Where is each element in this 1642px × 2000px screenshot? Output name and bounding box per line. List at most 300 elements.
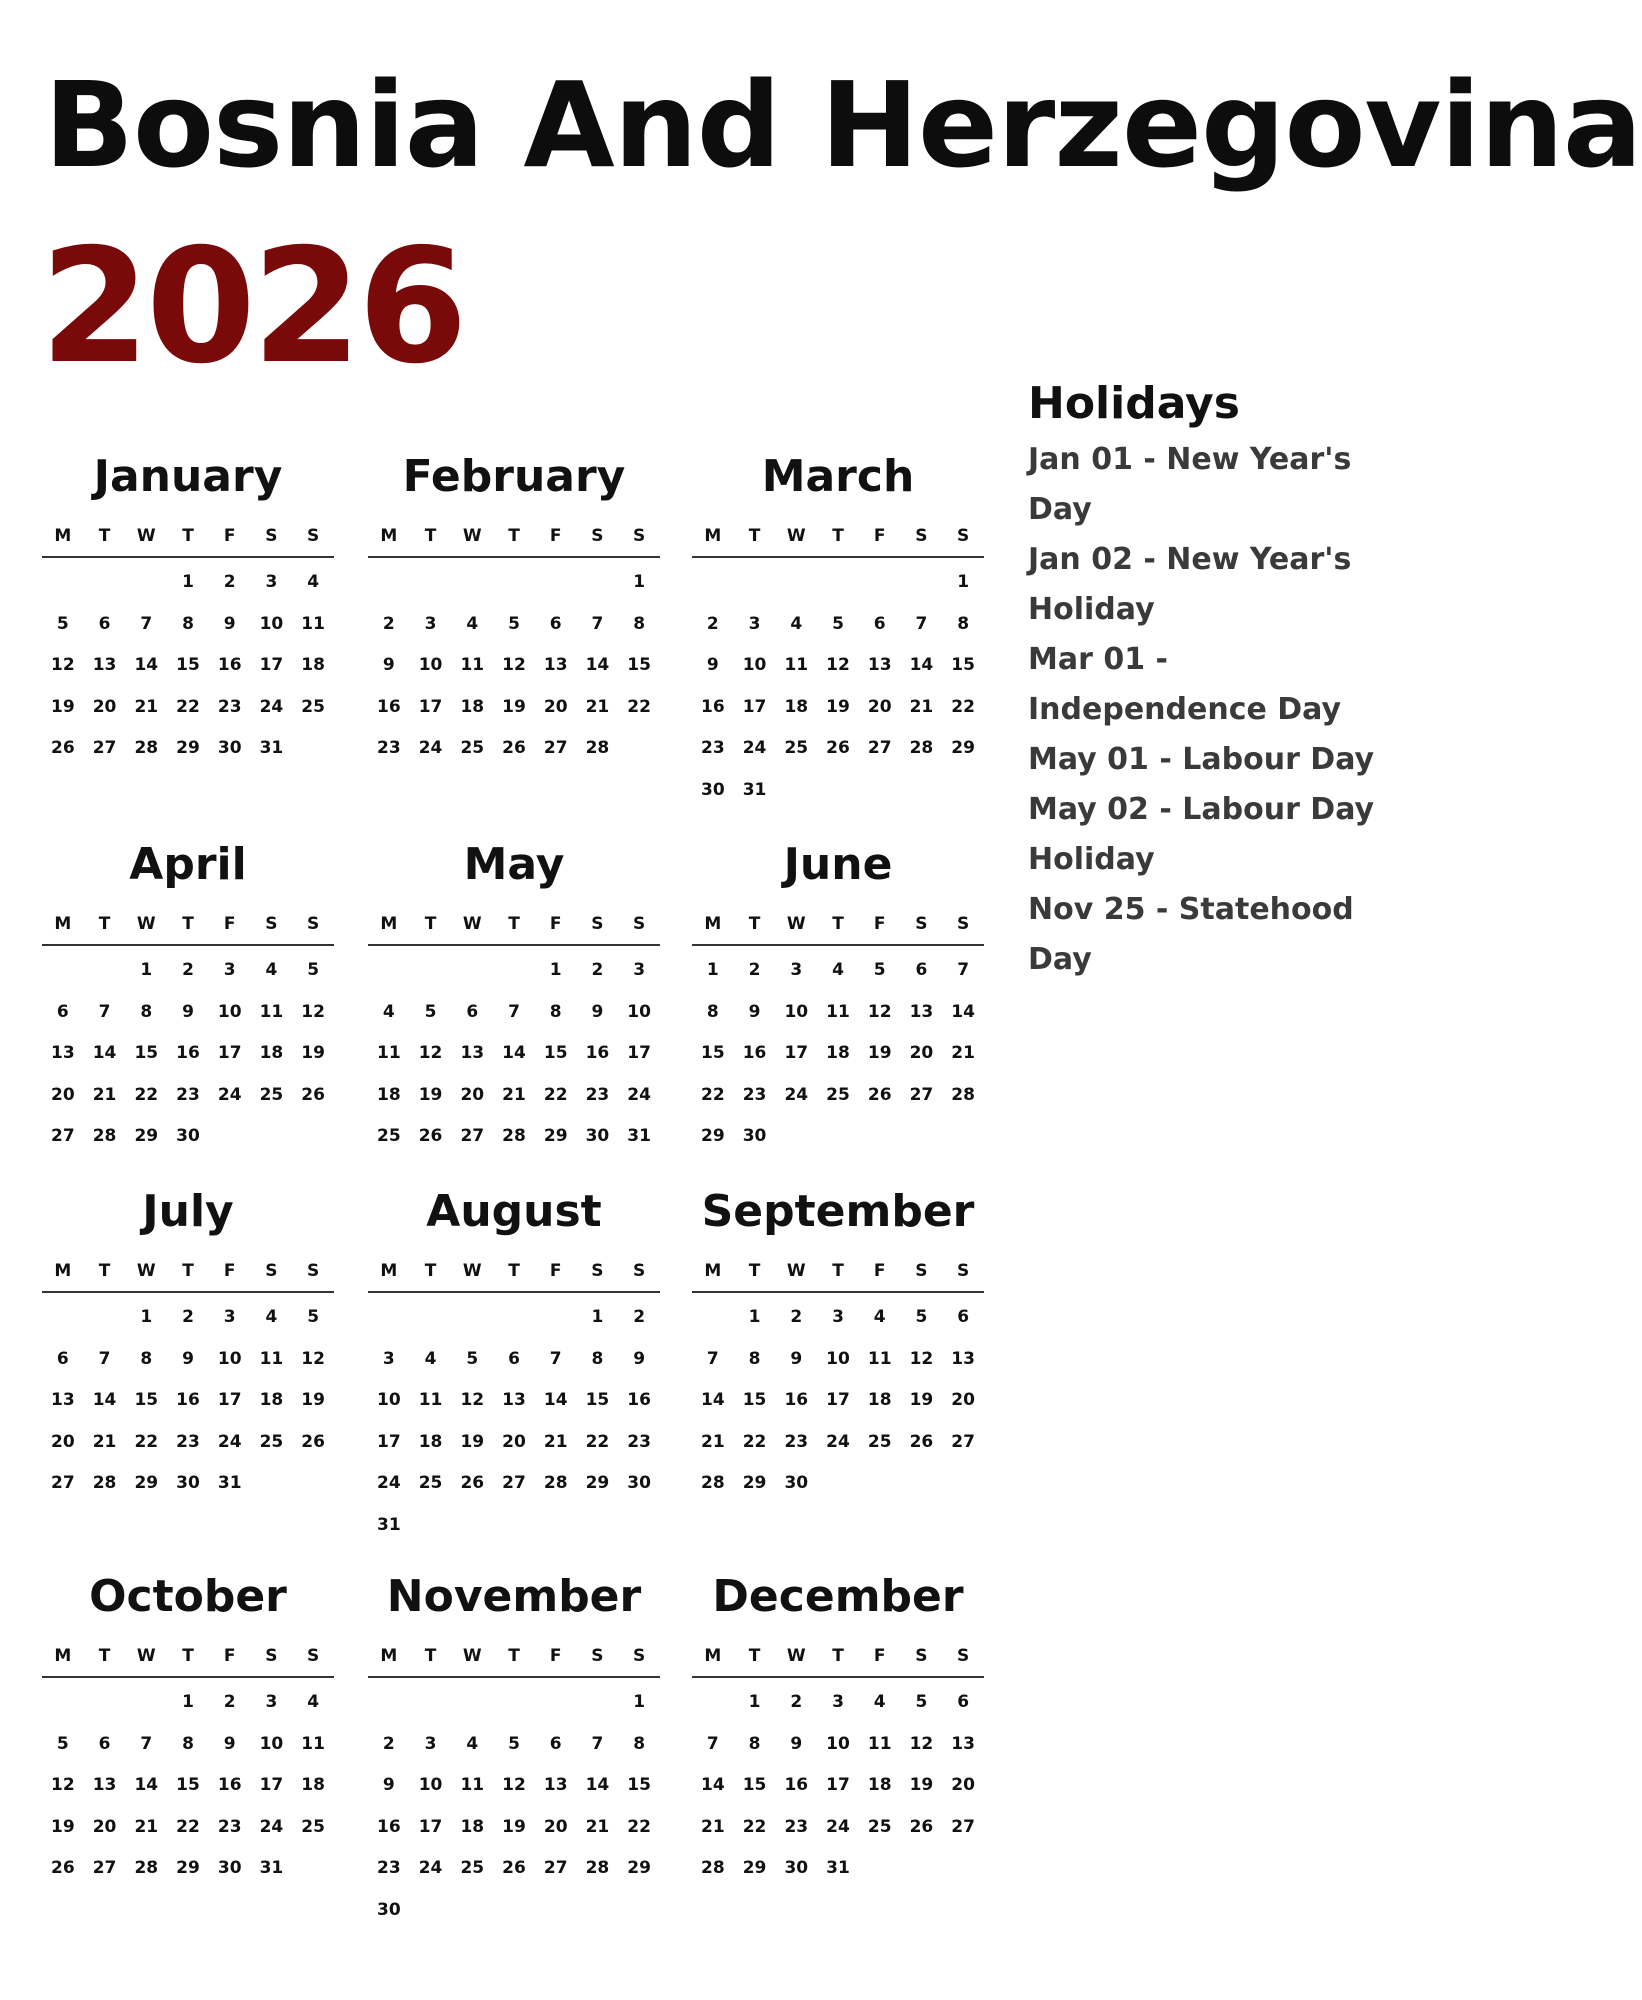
day-cell: 12 [418,1043,443,1063]
weekday-label: M [380,1261,398,1281]
weekday-label: T [832,1646,844,1666]
empty-cell [692,1297,734,1339]
day-cell: 1 [140,960,153,980]
weekday-label: M [380,1646,398,1666]
weekday-label: S [307,914,320,934]
day-cell: 26 [502,1858,526,1878]
day-cell: 29 [742,1473,767,1493]
day-cell: 11 [377,1043,401,1063]
day-cell: 29 [134,1473,159,1493]
day-cell: 30 [627,1473,651,1493]
empty-cell [84,562,126,604]
day-cell: 7 [549,1348,562,1369]
day-cell: 1 [706,960,719,980]
day-cell: 22 [543,1084,568,1105]
weekday-header [368,1636,660,1678]
day-cell: 26 [867,1084,892,1105]
day-cell: 15 [742,1390,767,1410]
day-grid [368,562,660,770]
weekday-label: F [549,526,562,546]
weekday-label: T [424,914,437,934]
day-cell: 8 [591,1348,604,1369]
day-cell: 2 [182,960,194,980]
day-cell: 8 [957,613,970,634]
empty-cell [493,950,535,992]
day-cell: 21 [92,1084,117,1105]
day-cell: 15 [742,1775,767,1795]
day-cell: 6 [56,1001,69,1022]
weekday-label: W [786,1646,806,1666]
day-cell: 9 [591,1001,604,1022]
weekday-label: T [182,1261,194,1281]
day-cell: 9 [790,1733,803,1754]
day-cell: 8 [748,1733,761,1754]
day-cell: 4 [466,613,479,634]
weekday-label: S [591,1261,604,1281]
day-cell: 3 [265,572,278,592]
weekday-label: W [786,526,806,546]
weekday-label: T [98,914,111,934]
day-cell: 29 [951,738,975,758]
day-cell: 20 [460,1084,485,1105]
day-cell: 4 [265,960,278,980]
day-cell: 26 [826,738,850,758]
day-cell: 31 [742,779,767,800]
day-cell: 10 [627,1001,651,1022]
day-cell: 26 [301,1084,325,1105]
day-cell: 10 [784,1001,809,1022]
day-cell: 9 [182,1348,194,1369]
day-cell: 31 [259,738,284,758]
day-cell: 8 [633,1733,646,1754]
day-cell: 12 [301,1348,325,1369]
holiday-line: May 01 - Labour Day [1028,742,1375,777]
day-cell: 23 [176,1084,200,1105]
holiday-line: Day [1028,492,1092,527]
day-cell: 29 [134,1126,159,1146]
day-cell: 7 [706,1348,719,1369]
weekday-label: T [182,914,194,934]
day-cell: 17 [418,1816,443,1837]
weekday-label: M [380,914,398,934]
day-cell: 10 [377,1390,401,1410]
day-cell: 10 [826,1348,850,1369]
weekday-label: M [380,526,398,546]
day-cell: 6 [508,1348,520,1369]
day-cell: 11 [418,1390,443,1410]
day-cell: 27 [951,1816,975,1837]
day-cell: 19 [51,1816,75,1837]
day-cell: 30 [784,1858,809,1878]
empty-cell [535,1682,577,1724]
day-cell: 28 [92,1126,117,1146]
day-cell: 31 [217,1473,242,1493]
day-cell: 16 [176,1390,200,1410]
day-cell: 24 [418,1858,443,1878]
holiday-line: Jan 02 - New Year's [1028,542,1352,577]
day-cell: 1 [748,1692,761,1712]
empty-cell [901,562,943,604]
weekday-label: F [223,526,236,546]
weekday-label: S [915,1261,928,1281]
day-cell: 17 [826,1390,850,1410]
day-cell: 21 [701,1431,725,1452]
month-name: September [701,1186,975,1237]
day-cell: 10 [826,1733,850,1754]
day-cell: 27 [543,1858,568,1878]
day-cell: 8 [549,1001,562,1022]
day-cell: 5 [466,1348,479,1369]
day-cell: 29 [627,1858,651,1878]
day-cell: 18 [259,1043,284,1063]
day-cell: 23 [377,1858,401,1878]
month-january [42,446,334,770]
weekday-label: S [591,914,604,934]
empty-cell [42,950,84,992]
weekday-label: S [957,1261,970,1281]
day-cell: 2 [223,572,236,592]
day-cell: 12 [867,1001,892,1022]
day-cell: 28 [134,1858,159,1878]
day-cell: 8 [706,1001,719,1022]
weekday-label: W [136,914,156,934]
weekday-header [42,904,334,946]
weekday-label: T [748,914,761,934]
day-cell: 24 [259,696,284,717]
day-cell: 9 [223,1733,236,1754]
day-cell: 23 [377,738,401,758]
day-cell: 26 [502,738,526,758]
weekday-label: S [633,914,646,934]
day-cell: 9 [790,1348,803,1369]
day-cell: 23 [701,738,725,758]
empty-cell [734,562,776,604]
day-cell: 11 [460,655,485,675]
empty-cell [410,1682,452,1724]
day-cell: 20 [909,1043,934,1063]
day-cell: 11 [867,1733,892,1754]
weekday-label: S [265,526,278,546]
day-cell: 27 [460,1126,485,1146]
weekday-label: F [549,1646,562,1666]
weekday-label: S [633,526,646,546]
day-cell: 9 [382,1775,395,1795]
weekday-label: F [873,526,886,546]
weekday-label: T [832,526,844,546]
day-cell: 15 [543,1043,568,1063]
day-cell: 28 [502,1126,526,1146]
day-cell: 3 [424,613,437,634]
day-cell: 14 [543,1390,568,1410]
empty-cell [775,562,817,604]
day-cell: 18 [867,1775,892,1795]
day-cell: 29 [176,1858,200,1878]
day-cell: 27 [543,738,568,758]
empty-cell [451,950,493,992]
day-grid [42,1682,334,1890]
day-cell: 14 [701,1390,725,1410]
weekday-label: M [704,914,722,934]
day-cell: 1 [182,1692,194,1712]
day-cell: 12 [51,1775,75,1795]
day-cell: 14 [585,655,610,675]
day-cell: 14 [951,1001,975,1022]
day-cell: 24 [217,1084,242,1105]
day-cell: 5 [915,1307,928,1327]
day-cell: 30 [701,779,725,800]
day-cell: 14 [701,1775,725,1795]
day-cell: 20 [543,696,568,717]
holidays-title: Holidays [1028,378,1240,429]
day-cell: 26 [51,738,75,758]
month-june [692,834,984,1158]
weekday-label: T [508,1261,520,1281]
day-cell: 11 [460,1775,485,1795]
day-cell: 26 [51,1858,75,1878]
month-name: January [93,451,283,502]
day-cell: 19 [909,1775,934,1795]
month-name: February [402,451,626,502]
day-cell: 16 [176,1043,200,1063]
day-grid [692,1682,984,1890]
day-cell: 21 [585,1816,610,1837]
weekday-label: S [957,1646,970,1666]
day-cell: 29 [176,738,200,758]
day-cell: 9 [633,1348,646,1369]
day-cell: 10 [217,1001,242,1022]
day-cell: 6 [549,1733,562,1754]
day-cell: 17 [259,655,284,675]
day-grid [42,562,334,770]
weekday-header [42,516,334,558]
day-cell: 24 [742,738,767,758]
day-cell: 10 [259,613,284,634]
empty-cell [410,562,452,604]
day-cell: 23 [585,1084,610,1105]
empty-cell [125,1682,167,1724]
month-december [692,1566,984,1890]
day-cell: 17 [826,1775,850,1795]
weekday-label: T [424,1646,437,1666]
day-cell: 20 [867,696,892,717]
month-name: October [89,1571,287,1622]
day-cell: 7 [98,1348,111,1369]
day-cell: 16 [784,1775,809,1795]
day-cell: 17 [217,1043,242,1063]
day-cell: 31 [627,1126,651,1146]
weekday-header [692,1251,984,1293]
day-cell: 2 [790,1307,803,1327]
day-cell: 7 [140,613,153,634]
weekday-header [692,516,984,558]
day-cell: 6 [466,1001,479,1022]
day-cell: 8 [140,1001,153,1022]
weekday-label: S [265,1646,278,1666]
day-cell: 12 [460,1390,485,1410]
day-cell: 23 [742,1084,767,1105]
empty-cell [84,1682,126,1724]
weekday-label: M [54,914,72,934]
day-cell: 21 [134,1816,159,1837]
weekday-label: S [307,1261,320,1281]
day-grid [368,1297,660,1546]
weekday-label: M [54,526,72,546]
day-cell: 25 [377,1126,401,1146]
empty-cell [535,562,577,604]
day-cell: 19 [826,696,850,717]
day-cell: 12 [502,655,526,675]
weekday-label: S [633,1646,646,1666]
empty-cell [125,562,167,604]
day-cell: 19 [460,1431,485,1452]
day-cell: 21 [92,1431,117,1452]
day-cell: 25 [418,1473,443,1493]
day-cell: 13 [502,1390,526,1410]
weekday-label: T [98,1261,111,1281]
month-name: December [712,1571,964,1622]
weekday-label: F [223,1261,236,1281]
month-may [368,834,660,1158]
day-cell: 19 [301,1390,325,1410]
day-cell: 8 [140,1348,153,1369]
weekday-label: W [462,526,482,546]
empty-cell [817,562,859,604]
day-cell: 24 [217,1431,242,1452]
day-cell: 15 [134,1390,159,1410]
weekday-header [692,1636,984,1678]
holidays-panel [1028,378,1378,985]
day-cell: 19 [909,1390,934,1410]
day-cell: 23 [784,1431,809,1452]
day-cell: 26 [909,1816,934,1837]
day-cell: 1 [633,572,646,592]
day-cell: 13 [909,1001,934,1022]
day-cell: 12 [502,1775,526,1795]
day-cell: 13 [460,1043,485,1063]
weekday-label: T [748,526,761,546]
day-cell: 4 [873,1307,886,1327]
empty-cell [451,562,493,604]
day-cell: 14 [502,1043,526,1063]
day-cell: 22 [176,1816,200,1837]
weekday-label: M [704,1261,722,1281]
weekday-label: W [462,1261,482,1281]
day-cell: 22 [134,1084,159,1105]
day-cell: 30 [742,1126,767,1146]
day-cell: 5 [873,960,886,980]
empty-cell [493,562,535,604]
day-cell: 18 [377,1084,401,1105]
day-cell: 2 [591,960,604,980]
day-cell: 1 [957,572,970,592]
day-cell: 5 [508,1733,520,1754]
weekday-label: M [704,526,722,546]
weekday-label: T [182,1646,194,1666]
empty-cell [577,1682,619,1724]
day-cell: 16 [742,1043,767,1063]
day-cell: 17 [377,1431,401,1452]
day-cell: 7 [706,1733,719,1754]
weekday-label: T [508,526,520,546]
day-cell: 28 [585,738,610,758]
month-name: November [386,1571,642,1622]
weekday-label: S [591,1646,604,1666]
day-cell: 13 [92,1775,117,1795]
day-cell: 22 [951,696,975,717]
day-cell: 23 [627,1431,651,1452]
holiday-line: Holiday [1028,842,1155,877]
month-september [692,1181,984,1505]
day-cell: 15 [134,1043,159,1063]
day-cell: 18 [259,1390,284,1410]
day-cell: 7 [98,1001,111,1022]
day-cell: 27 [909,1084,934,1105]
day-grid [368,1682,660,1931]
day-cell: 5 [56,1733,69,1754]
day-cell: 25 [301,696,325,717]
month-name: July [142,1186,234,1237]
day-cell: 18 [460,1816,485,1837]
day-cell: 20 [951,1390,975,1410]
weekday-label: T [508,914,520,934]
month-name: March [761,451,915,502]
holiday-line: Holiday [1028,592,1155,627]
month-july [42,1181,334,1505]
day-cell: 25 [301,1816,325,1837]
day-cell: 30 [176,1126,200,1146]
day-cell: 4 [307,1692,320,1712]
year-heading: 2026 [40,215,464,399]
day-cell: 20 [951,1775,975,1795]
weekday-label: S [633,1261,646,1281]
empty-cell [577,562,619,604]
weekday-label: F [873,1646,886,1666]
day-cell: 20 [51,1431,75,1452]
day-cell: 20 [92,1816,117,1837]
weekday-label: T [424,1261,437,1281]
day-cell: 26 [460,1473,485,1493]
day-cell: 22 [585,1431,610,1452]
day-cell: 21 [543,1431,568,1452]
day-cell: 18 [784,696,809,717]
weekday-label: T [832,1261,844,1281]
day-cell: 7 [915,613,928,634]
weekday-header [368,904,660,946]
day-cell: 15 [176,1775,200,1795]
day-cell: 26 [301,1431,325,1452]
day-grid [692,1297,984,1505]
day-cell: 20 [543,1816,568,1837]
day-cell: 17 [627,1043,651,1063]
empty-cell [42,1682,84,1724]
day-cell: 8 [633,613,646,634]
day-cell: 14 [134,655,159,675]
day-cell: 15 [627,1775,651,1795]
weekday-label: S [957,526,970,546]
day-cell: 3 [748,613,761,634]
day-cell: 2 [382,1733,395,1754]
day-cell: 9 [223,613,236,634]
day-cell: 28 [92,1473,117,1493]
holiday-line: Mar 01 - [1028,642,1168,677]
day-cell: 10 [259,1733,284,1754]
holiday-line: Day [1028,942,1092,977]
day-cell: 13 [867,655,892,675]
day-cell: 12 [909,1348,934,1369]
day-cell: 24 [259,1816,284,1837]
day-cell: 18 [826,1043,850,1063]
day-cell: 16 [701,696,725,717]
